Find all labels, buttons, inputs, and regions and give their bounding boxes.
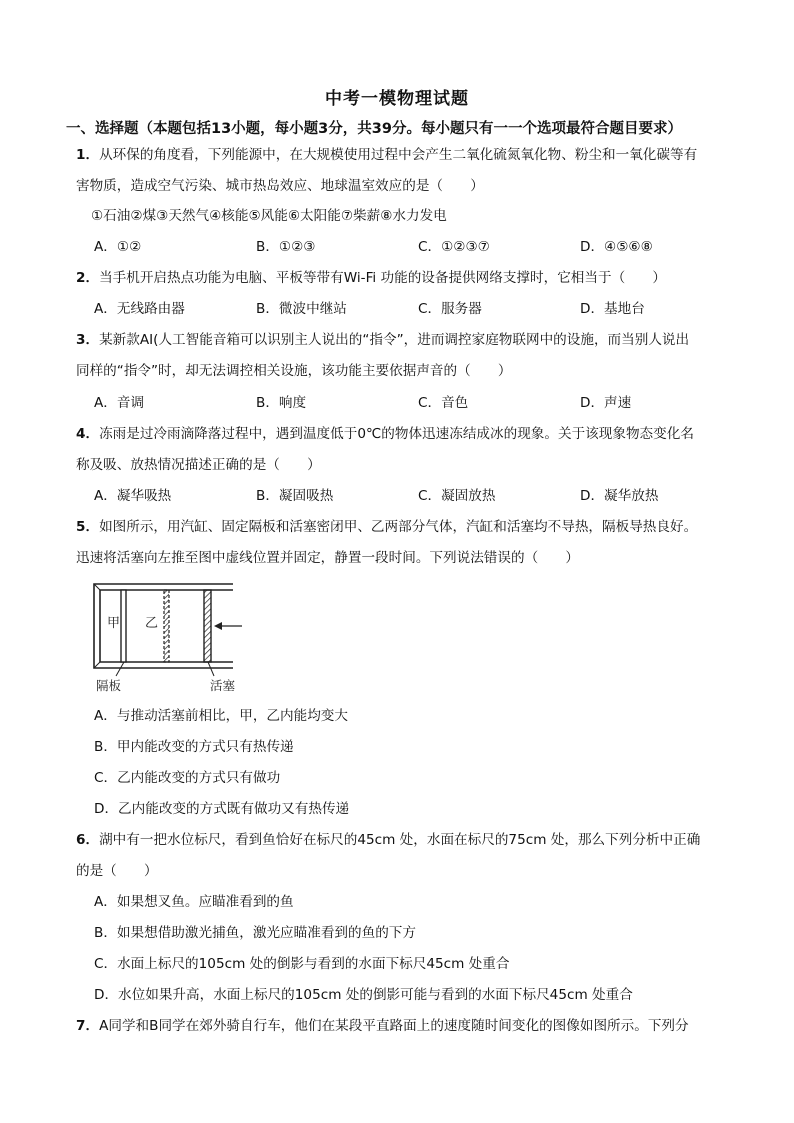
question-number: 3． — [76, 332, 100, 348]
arrow-head — [214, 622, 222, 630]
question-5-line-1 — [76, 517, 697, 537]
question-6-option-a: A．如果想叉鱼。应瞄准看到的鱼 — [94, 894, 294, 910]
question-1-line-1 — [76, 145, 697, 165]
question-5-option-b: B．甲内能改变的方式只有热传递 — [94, 739, 294, 755]
question-6-line-1 — [76, 830, 700, 850]
question-3-option-d: D．声速 — [580, 395, 632, 411]
question-6-option-c: C．水面上标尺的105cm 处的倒影与看到的水面下标尺45cm 处重合 — [94, 956, 510, 972]
question-3-line-1 — [76, 330, 689, 350]
question-1-option-c: C．①②③⑦ — [418, 239, 490, 255]
label-partition: 隔板 — [96, 678, 122, 693]
question-4-option-b: B．凝固吸热 — [256, 488, 334, 504]
question-number: 1． — [76, 147, 100, 163]
question-3-option-a: A．音调 — [94, 395, 145, 411]
question-3-option-b: B．响度 — [256, 395, 307, 411]
question-4-option-a: A．凝华吸热 — [94, 488, 172, 504]
question-6-line-2: 的是（ ） — [76, 863, 158, 879]
label-piston: 活塞 — [210, 678, 236, 693]
question-2-option-a: A．无线路由器 — [94, 301, 185, 317]
question-number: 7． — [76, 1018, 100, 1034]
question-number: 4． — [76, 426, 100, 442]
question-4-line-2: 称及吸、放热情况描述正确的是（ ） — [76, 457, 321, 473]
section-heading: 一、选择题（本题包括13小题，每小题3分，共39分。每小题只有一一个选项最符合题目要求） — [66, 121, 682, 137]
question-2-option-b: B．微波中继站 — [256, 301, 347, 317]
question-text: A同学和B同学在郊外骑自行车，他们在某段平直路面上的速度随时间变化的图像如图所示。下列分 — [99, 1018, 689, 1034]
question-6-option-d: D．水位如果升高，水面上标尺的105cm 处的倒影可能与看到的水面下标尺45cm 处重合 — [94, 987, 633, 1003]
question-5-line-2: 迅速将活塞向左推至图中虚线位置并固定，静置一段时间。下列说法错误的（ ） — [76, 550, 579, 566]
question-1-option-a: A．①② — [94, 239, 142, 255]
question-2-option-d: D．基地台 — [580, 301, 645, 317]
question-number: 2． — [76, 270, 100, 286]
question-text: 某新款AI(人工智能音箱可以识别主人说出的“指令”，进而调控家庭物联网中的设施，而当别人说出 — [99, 332, 690, 348]
question-text: 从环保的角度看，下列能源中，在大规模使用过程中会产生二氧化硫氮氧化物、粉尘和一氧化碳等有 — [99, 147, 698, 163]
question-number: 5． — [76, 519, 100, 535]
question-1-option-b: B．①②③ — [256, 239, 316, 255]
question-5-option-a: A．与推动活塞前相比，甲，乙内能均变大 — [94, 708, 348, 724]
label-jia: 甲 — [107, 616, 121, 631]
question-2-option-c: C．服务器 — [418, 301, 482, 317]
question-1-line-2: 害物质，造成空气污染、城市热岛效应、地球温室效应的是（ ） — [76, 178, 484, 194]
question-6-option-b: B．如果想借助激光捕鱼，激光应瞄准看到的鱼的下方 — [94, 925, 416, 941]
partition-plate — [121, 590, 126, 662]
question-5-option-d: D．乙内能改变的方式既有做功又有热传递 — [94, 801, 350, 817]
piston — [204, 590, 211, 662]
question-3-option-c: C．音色 — [418, 395, 469, 411]
question-2-line-1 — [76, 268, 666, 288]
question-number: 6． — [76, 832, 100, 848]
question-5-option-c: C．乙内能改变的方式只有做功 — [94, 770, 281, 786]
question-1-option-d: D．④⑤⑥⑧ — [580, 239, 653, 255]
label-yi: 乙 — [145, 616, 159, 631]
question-7-line-1 — [76, 1016, 689, 1036]
question-4-line-1 — [76, 424, 694, 444]
cylinder-figure — [90, 582, 250, 694]
question-4-option-c: C．凝固放热 — [418, 488, 496, 504]
question-text: 如图所示，用汽缸、固定隔板和活塞密闭甲、乙两部分气体，汽缸和活塞均不导热，隔板导热良好。 — [99, 519, 698, 535]
question-3-line-2: 同样的“指令”时，却无法调控相关设施，该功能主要依据声音的（ ） — [76, 363, 512, 379]
question-text: 湖中有一把水位标尺，看到鱼恰好在标尺的45cm 处，水面在标尺的75cm 处，那么下列分析中正确 — [99, 832, 701, 848]
question-text: 当手机开启热点功能为电脑、平板等带有Wi-Fi 功能的设备提供网络支撑时，它相当于（ ） — [99, 270, 666, 286]
question-4-option-d: D．凝华放热 — [580, 488, 659, 504]
question-text: 冻雨是过冷雨滴降落过程中，遇到温度低于0℃的物体迅速冻结成冰的现象。关于该现象物态变化名 — [99, 426, 694, 442]
dashed-piston-position — [164, 590, 169, 662]
page-title: 中考一模物理试题 — [325, 89, 469, 109]
question-1-energy-list: ①石油②煤③天然气④核能⑤风能⑥太阳能⑦柴薪⑧水力发电 — [91, 208, 447, 224]
